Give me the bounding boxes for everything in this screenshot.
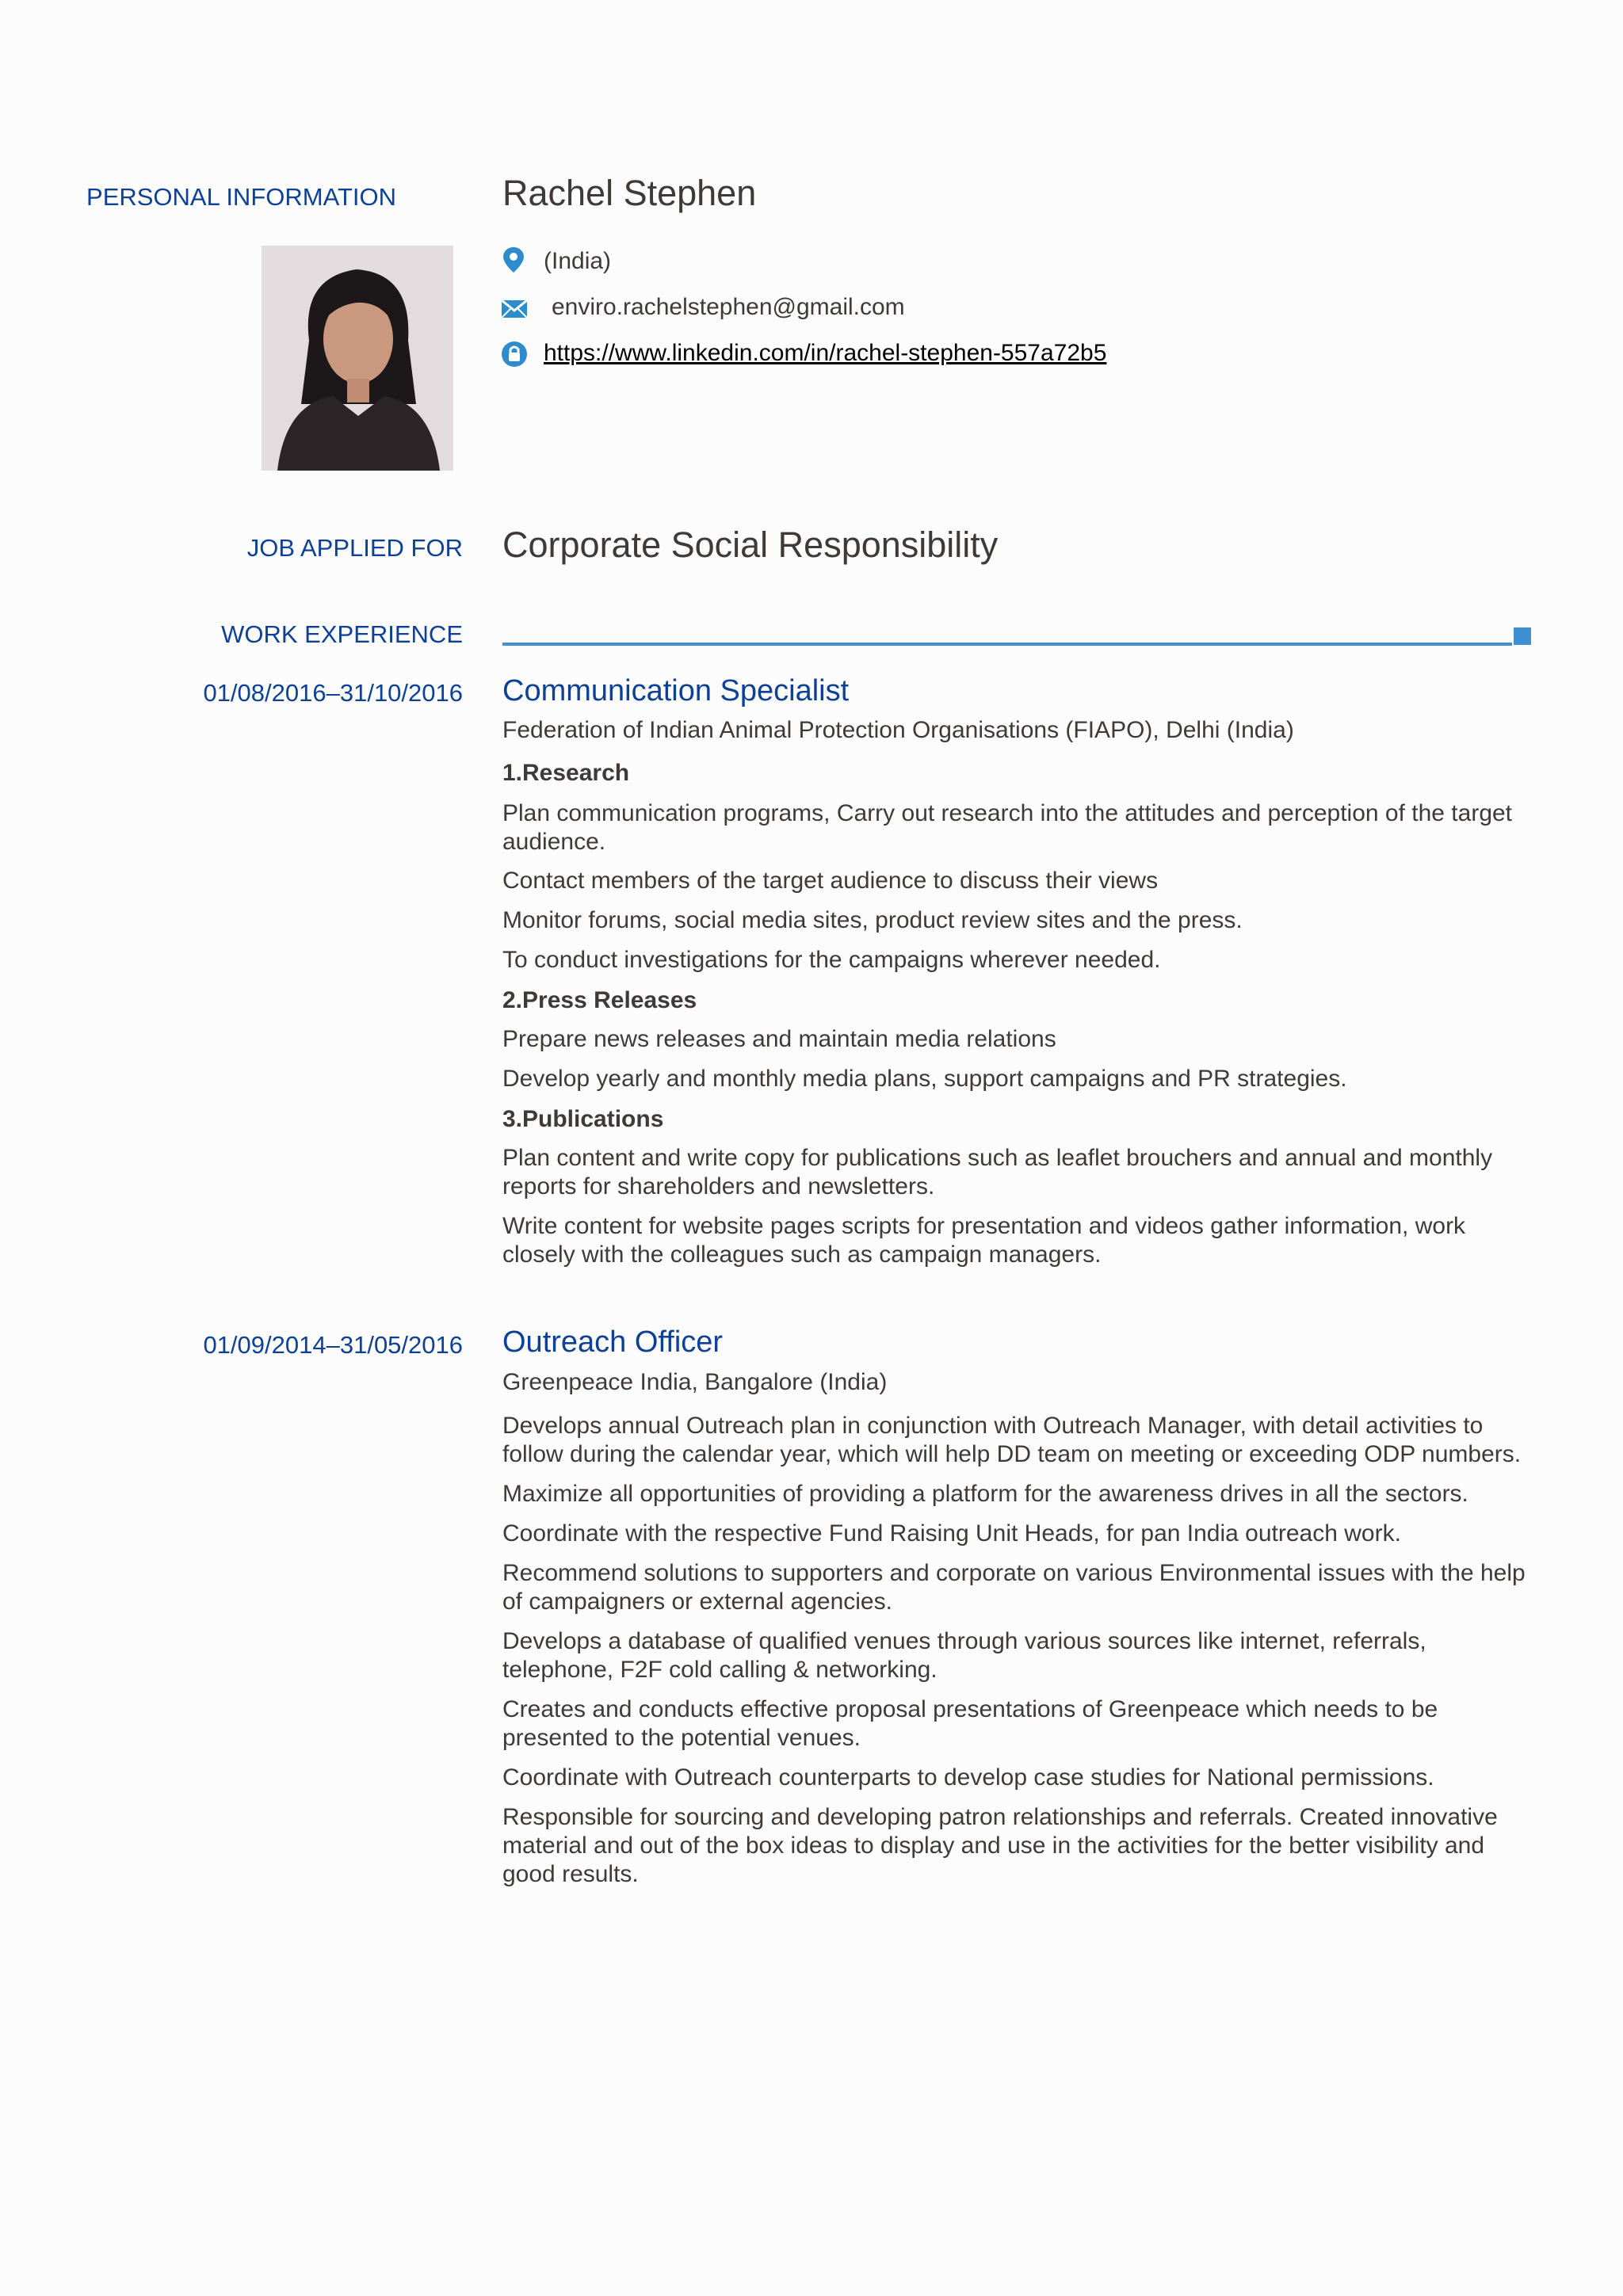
list-item: Plan communication programs, Carry out research into the attitudes and perception of the target audience. [502, 800, 1513, 855]
employer: Federation of Indian Animal Protection Organisations (FIAPO), Delhi (India) [502, 717, 1294, 743]
employer: Greenpeace India, Bangalore (India) [502, 1369, 888, 1395]
work-experience-label: WORK EXPERIENCE [221, 620, 463, 648]
list-item: Recommend solutions to supporters and corporate on various Environmental issues with the help of campaigners or external agencies. [502, 1560, 1526, 1615]
section-divider [502, 643, 1512, 646]
list-item: Develops annual Outreach plan in conjunction with Outreach Manager, with detail activities to follow during the calendar year, which will help DD team on meeting or exceeding ODP numbers. [502, 1413, 1522, 1467]
job-applied-title: Corporate Social Responsibility [502, 524, 999, 565]
list-item: Coordinate with Outreach counterparts to develop case studies for National permissions. [502, 1764, 1434, 1791]
job-title: Communication Specialist [502, 674, 850, 707]
list-item: Prepare news releases and maintain media relations [502, 1026, 1056, 1052]
envelope-icon [501, 299, 526, 325]
personal-information-label: PERSONAL INFORMATION [86, 183, 396, 211]
list-item: Creates and conducts effective proposal presentations of Greenpeace which needs to be presented to the potential venues. [502, 1696, 1438, 1751]
list-item: Maximize all opportunities of providing a platform for the awareness drives in all the sectors. [502, 1481, 1468, 1507]
list-item: Develops a database of qualified venues through various sources like internet, referrals, telephone, F2F cold calling & networking. [502, 1628, 1426, 1683]
location-text: (India) [544, 248, 612, 274]
profile-photo [262, 246, 453, 471]
list-item: Develop yearly and monthly media plans, support campaigns and PR strategies. [502, 1066, 1347, 1092]
list-item: Plan content and write copy for publications such as leaflet brouchers and annual and monthly reports for shareholders and newsletters. [502, 1145, 1493, 1199]
job-applied-for-label: JOB APPLIED FOR [246, 534, 463, 562]
person-name: Rachel Stephen [502, 173, 757, 213]
list-item: To conduct investigations for the campaigns wherever needed. [502, 947, 1161, 973]
list-item: Monitor forums, social media sites, product review sites and the press. [502, 907, 1243, 933]
section-marker [1514, 627, 1531, 645]
job-dates: 01/09/2014–31/05/2016 [203, 1331, 463, 1359]
subheading: 2.Press Releases [502, 987, 697, 1013]
linkedin-link[interactable]: https://www.linkedin.com/in/rachel-stephen-557a72b5 [544, 340, 1107, 366]
subheading: 3.Publications [502, 1106, 664, 1132]
job-title: Outreach Officer [502, 1325, 724, 1359]
subheading: 1.Research [502, 760, 630, 786]
list-item: Contact members of the target audience to discuss their views [502, 868, 1159, 894]
location-pin-icon [501, 246, 526, 271]
list-item: Write content for website pages scripts for presentation and videos gather information, work closely with the colleagues such as campaign managers. [502, 1213, 1466, 1268]
list-item: Responsible for sourcing and developing patron relationships and referrals. Created innovative material and out of the box ideas to display and use in the activities for the better visibility and good results. [502, 1804, 1498, 1887]
linkedin-icon [501, 341, 526, 366]
email-link[interactable]: enviro.rachelstephen@gmail.com [552, 294, 905, 320]
list-item: Coordinate with the respective Fund Raising Unit Heads, for pan India outreach work. [502, 1520, 1401, 1547]
job-dates: 01/08/2016–31/10/2016 [203, 679, 463, 707]
